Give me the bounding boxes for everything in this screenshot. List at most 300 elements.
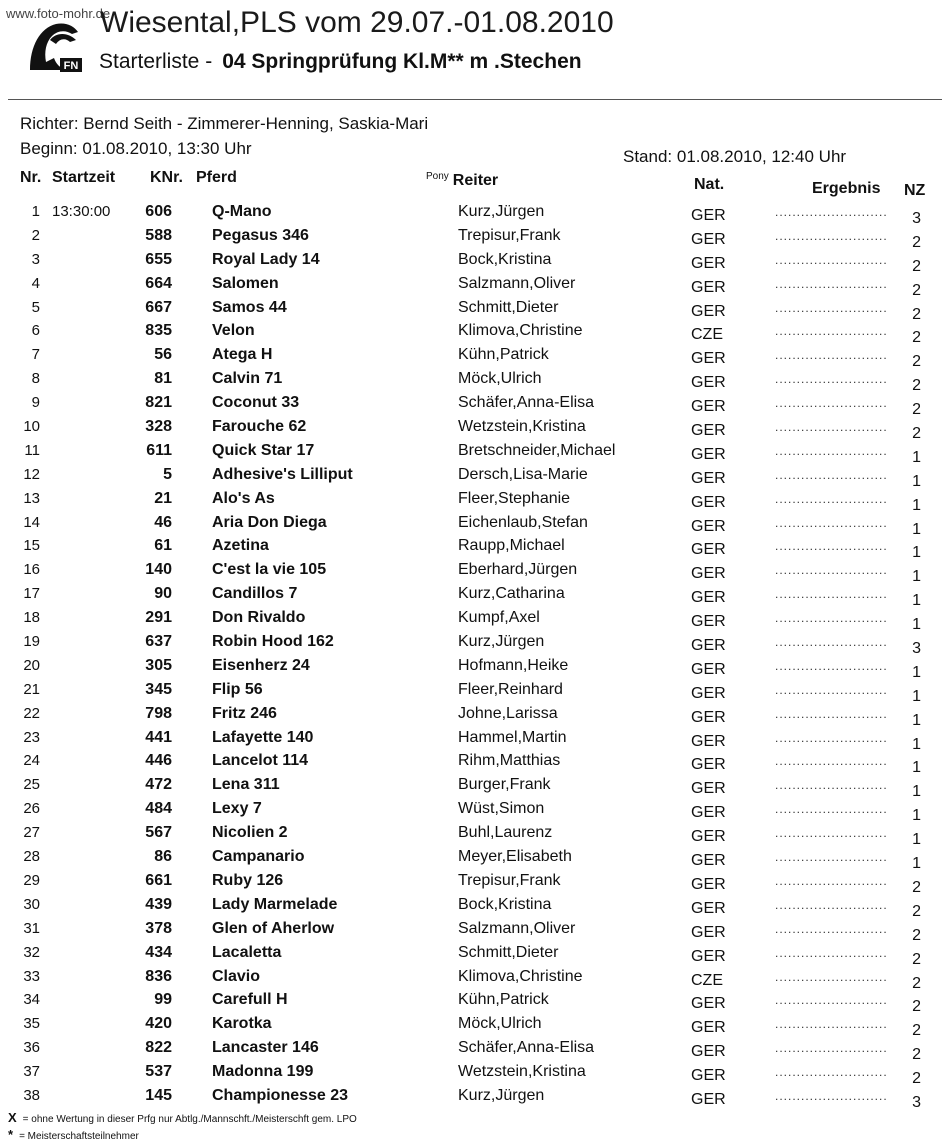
result-dots: .......................... <box>775 324 888 339</box>
nation: GER <box>691 374 726 392</box>
result-dots: .......................... <box>775 587 888 602</box>
result-dots: .......................... <box>775 1065 888 1080</box>
head-number: 291 <box>145 609 172 627</box>
start-number: 37 <box>23 1063 40 1081</box>
rider-name: Burger,Frank <box>458 776 551 794</box>
nz-value: 1 <box>912 472 921 490</box>
nation: GER <box>691 732 726 750</box>
horse-name: Clavio <box>212 967 261 985</box>
nz-value: 2 <box>912 1046 921 1064</box>
nation: GER <box>691 780 726 798</box>
rider-name: Klimova,Christine <box>458 967 583 985</box>
rider-name: Schäfer,Anna-Elisa <box>458 394 595 412</box>
asterisk-icon: * <box>8 1127 14 1142</box>
rider-name: Dersch,Lisa-Marie <box>458 465 588 483</box>
table-row <box>0 681 950 705</box>
rider-name: Kumpf,Axel <box>458 609 540 627</box>
horse-name: Salomen <box>212 274 279 292</box>
rider-name: Kühn,Patrick <box>458 346 549 364</box>
head-number: 484 <box>145 800 172 818</box>
judges-line: Richter: Bernd Seith - Zimmerer-Henning, Saskia-Mari <box>20 114 429 133</box>
table-row <box>0 896 950 920</box>
horse-name: Aria Don Diega <box>212 513 327 531</box>
table-row <box>0 251 950 275</box>
table-row <box>0 872 950 896</box>
nation: GER <box>691 254 726 272</box>
nation: GER <box>691 660 726 678</box>
table-row <box>0 1087 950 1111</box>
nation: CZE <box>691 326 723 344</box>
rider-name: Meyer,Elisabeth <box>458 848 572 866</box>
table-row <box>0 466 950 490</box>
nation: GER <box>691 278 726 296</box>
rider-name: Raupp,Michael <box>458 537 565 555</box>
result-dots: .......................... <box>775 682 888 697</box>
rider-name: Wetzstein,Kristina <box>458 1063 586 1081</box>
nz-value: 1 <box>912 687 921 705</box>
result-dots: .......................... <box>775 515 888 530</box>
horse-name: Madonna 199 <box>212 1063 314 1081</box>
result-dots: .......................... <box>775 372 888 387</box>
horse-name: Candillos 7 <box>212 585 298 603</box>
rider-name: Bretschneider,Michael <box>458 441 616 459</box>
nation: GER <box>691 565 726 583</box>
result-dots: .......................... <box>775 921 888 936</box>
footnote-2 <box>8 1127 139 1142</box>
nation: GER <box>691 637 726 655</box>
rider-name: Bock,Kristina <box>458 895 552 913</box>
nz-value: 2 <box>912 926 921 944</box>
head-number: 446 <box>145 752 172 770</box>
start-number: 20 <box>23 656 40 674</box>
nz-value: 1 <box>912 592 921 610</box>
table-row <box>0 514 950 538</box>
header-nz: NZ <box>904 182 926 199</box>
head-number: 606 <box>145 203 172 220</box>
horse-name: Azetina <box>212 537 269 555</box>
nation: GER <box>691 613 726 631</box>
rider-name: Fleer,Stephanie <box>458 489 571 507</box>
start-number: 17 <box>23 585 40 603</box>
nz-value: 1 <box>912 711 921 729</box>
nation: GER <box>691 804 726 822</box>
result-dots: .......................... <box>775 802 888 817</box>
nation: GER <box>691 541 726 559</box>
start-number: 24 <box>23 752 40 770</box>
head-number: 537 <box>145 1063 172 1081</box>
result-dots: .......................... <box>775 1041 888 1056</box>
result-dots: .......................... <box>775 897 888 912</box>
start-number: 32 <box>23 943 40 961</box>
table-row <box>0 609 950 633</box>
nz-value: 1 <box>912 663 921 681</box>
horse-name: Robin Hood 162 <box>212 633 334 651</box>
start-number: 6 <box>31 322 40 340</box>
nz-value: 2 <box>912 281 921 299</box>
table-row <box>0 275 950 299</box>
footnote-1-text: = ohne Wertung in dieser Prfg nur Abtlg./Mannschft./Meisterschft gem. LPO <box>22 1114 357 1125</box>
page-subtitle <box>99 50 582 74</box>
table-row <box>0 752 950 776</box>
table-row <box>0 633 950 657</box>
result-dots: .......................... <box>775 826 888 841</box>
rider-name: Buhl,Laurenz <box>458 824 553 842</box>
head-number: 378 <box>145 919 172 937</box>
rider-name: Johne,Larissa <box>458 704 558 722</box>
result-dots: .......................... <box>775 969 888 984</box>
horse-name: Campanario <box>212 848 305 866</box>
head-number: 835 <box>145 322 172 340</box>
horse-name: Don Rivaldo <box>212 609 306 627</box>
nz-value: 1 <box>912 448 921 466</box>
head-number: 661 <box>145 871 172 889</box>
rider-name: Möck,Ulrich <box>458 370 542 388</box>
nz-value: 2 <box>912 401 921 419</box>
head-number: 81 <box>154 370 172 388</box>
start-number: 31 <box>23 919 40 937</box>
head-number: 86 <box>154 848 172 866</box>
horse-name: Karotka <box>212 1015 272 1033</box>
horse-name: Ruby 126 <box>212 871 284 889</box>
horse-name: Atega H <box>212 346 273 364</box>
result-dots: .......................... <box>775 993 888 1008</box>
header-horse: Pferd <box>196 169 237 186</box>
start-number: 1 <box>31 203 40 220</box>
header-divider <box>8 99 942 100</box>
rider-name: Salzmann,Oliver <box>458 274 576 292</box>
head-number: 99 <box>154 991 172 1009</box>
start-number: 9 <box>31 394 40 412</box>
horse-name: Calvin 71 <box>212 370 283 388</box>
start-number: 3 <box>31 250 40 268</box>
table-row <box>0 322 950 346</box>
table-row <box>0 657 950 681</box>
start-number: 18 <box>23 609 40 627</box>
nz-value: 2 <box>912 902 921 920</box>
nz-value: 1 <box>912 831 921 849</box>
horse-name: Adhesive's Lilliput <box>212 465 353 483</box>
rider-name: Trepisur,Frank <box>458 226 561 244</box>
nation: GER <box>691 469 726 487</box>
horse-name: Carefull H <box>212 991 288 1009</box>
nation: GER <box>691 923 726 941</box>
rider-name: Klimova,Christine <box>458 322 583 340</box>
nation: GER <box>691 684 726 702</box>
nation: CZE <box>691 971 723 989</box>
table-row <box>0 848 950 872</box>
head-number: 836 <box>145 967 172 985</box>
header-rider: Reiter <box>452 172 499 189</box>
start-number: 38 <box>23 1086 40 1104</box>
result-dots: .......................... <box>775 850 888 865</box>
table-row <box>0 991 950 1015</box>
start-number: 7 <box>31 346 40 364</box>
start-number: 11 <box>24 441 40 459</box>
nz-value: 2 <box>912 1022 921 1040</box>
horse-name: C'est la vie 105 <box>212 561 327 579</box>
watermark: www.foto-mohr.de <box>6 6 111 21</box>
stand-line: Stand: 01.08.2010, 12:40 Uhr <box>623 147 847 166</box>
result-dots: .......................... <box>775 635 888 650</box>
horse-name: Lexy 7 <box>212 800 262 818</box>
result-dots: .......................... <box>775 1088 888 1103</box>
head-number: 637 <box>145 633 172 651</box>
result-dots: .......................... <box>775 539 888 554</box>
table-row <box>0 1039 950 1063</box>
rider-name: Salzmann,Oliver <box>458 919 576 937</box>
horse-name: Nicolien 2 <box>212 824 288 842</box>
start-number: 28 <box>23 848 40 866</box>
table-row <box>0 442 950 466</box>
horse-name: Quick Star 17 <box>212 441 315 459</box>
nation: GER <box>691 875 726 893</box>
head-number: 420 <box>145 1015 172 1033</box>
start-number: 5 <box>31 298 40 316</box>
nation: GER <box>691 756 726 774</box>
rider-name: Kurz,Catharina <box>458 585 565 603</box>
nation: GER <box>691 517 726 535</box>
result-dots: .......................... <box>775 205 888 219</box>
horse-name: Lancaster 146 <box>212 1039 319 1057</box>
rider-name: Kurz,Jürgen <box>458 633 545 651</box>
horse-name: Eisenherz 24 <box>212 656 310 674</box>
horse-name: Lancelot 114 <box>212 752 309 770</box>
head-number: 822 <box>145 1039 172 1057</box>
nz-value: 1 <box>912 759 921 777</box>
nation: GER <box>691 1090 726 1108</box>
cross-icon: X <box>8 1110 17 1125</box>
head-number: 61 <box>154 537 172 555</box>
subtitle-label: Starterliste - <box>99 50 213 73</box>
start-number: 2 <box>31 226 40 244</box>
nation: GER <box>691 995 726 1013</box>
nz-value: 1 <box>912 807 921 825</box>
head-number: 21 <box>154 489 172 507</box>
header-nr: Nr. <box>20 169 42 186</box>
starter-list <box>0 203 950 1111</box>
horse-name: Lady Marmelade <box>212 895 338 913</box>
start-number: 35 <box>23 1015 40 1033</box>
rider-name: Kurz,Jürgen <box>458 1086 545 1104</box>
table-row <box>0 968 950 992</box>
head-number: 611 <box>146 441 172 459</box>
rider-name: Trepisur,Frank <box>458 871 561 889</box>
rider-name: Schäfer,Anna-Elisa <box>458 1039 595 1057</box>
page-title: Wiesental,PLS vom 29.07.-01.08.2010 <box>100 6 614 39</box>
nation: GER <box>691 445 726 463</box>
head-number: 145 <box>145 1086 172 1104</box>
result-dots: .......................... <box>775 730 888 745</box>
table-row <box>0 944 950 968</box>
begin-line: Beginn: 01.08.2010, 13:30 Uhr <box>20 139 252 158</box>
head-number: 655 <box>145 250 172 268</box>
start-number: 15 <box>23 537 40 555</box>
result-dots: .......................... <box>775 611 888 626</box>
table-row <box>0 1015 950 1039</box>
start-number: 36 <box>23 1039 40 1057</box>
nz-value: 1 <box>912 544 921 562</box>
table-row <box>0 705 950 729</box>
table-row <box>0 776 950 800</box>
table-row <box>0 418 950 442</box>
horse-name: Pegasus 346 <box>212 226 309 244</box>
nz-value: 2 <box>912 377 921 395</box>
head-number: 5 <box>163 465 172 483</box>
start-number: 22 <box>23 704 40 722</box>
start-number: 8 <box>31 370 40 388</box>
nz-value: 2 <box>912 425 921 443</box>
nz-value: 1 <box>912 616 921 634</box>
result-dots: .......................... <box>775 491 888 506</box>
horse-name: Samos 44 <box>212 298 287 316</box>
nz-value: 1 <box>912 568 921 586</box>
horse-name: Championesse 23 <box>212 1086 349 1104</box>
nz-value: 2 <box>912 305 921 323</box>
header-time: Startzeit <box>52 169 116 186</box>
table-row <box>0 800 950 824</box>
nation: GER <box>691 1043 726 1061</box>
table-row <box>0 537 950 561</box>
nation: GER <box>691 1019 726 1037</box>
horse-name: Velon <box>212 322 255 340</box>
head-number: 345 <box>145 680 172 698</box>
table-row <box>0 729 950 753</box>
result-dots: .......................... <box>775 706 888 721</box>
nz-value: 2 <box>912 329 921 347</box>
result-dots: .......................... <box>775 396 888 411</box>
nz-value: 2 <box>912 974 921 992</box>
result-dots: .......................... <box>775 276 888 291</box>
nz-value: 2 <box>912 257 921 275</box>
nz-value: 3 <box>912 210 921 227</box>
table-row <box>0 394 950 418</box>
nation: GER <box>691 398 726 416</box>
start-number: 27 <box>23 824 40 842</box>
rider-name: Wüst,Simon <box>458 800 545 818</box>
start-number: 26 <box>23 800 40 818</box>
head-number: 798 <box>145 704 172 722</box>
head-number: 140 <box>145 561 172 579</box>
start-number: 13 <box>23 489 40 507</box>
header-knr: KNr. <box>150 169 183 186</box>
horse-name: Lafayette 140 <box>212 728 314 746</box>
nation: GER <box>691 708 726 726</box>
head-number: 588 <box>145 226 172 244</box>
horse-name: Alo's As <box>212 489 275 507</box>
rider-name: Kühn,Patrick <box>458 991 549 1009</box>
start-number: 16 <box>23 561 40 579</box>
horse-name: Coconut 33 <box>212 394 300 412</box>
nation: GER <box>691 422 726 440</box>
nation: GER <box>691 302 726 320</box>
rider-name: Fleer,Reinhard <box>458 680 563 698</box>
start-number: 25 <box>23 776 40 794</box>
table-row <box>0 561 950 585</box>
start-number: 33 <box>23 967 40 985</box>
nz-value: 2 <box>912 998 921 1016</box>
horse-name: Q-Mano <box>212 203 272 220</box>
footnote-1 <box>8 1110 357 1125</box>
start-number: 30 <box>23 895 40 913</box>
table-row <box>0 227 950 251</box>
nation: GER <box>691 493 726 511</box>
table-row <box>0 490 950 514</box>
nz-value: 2 <box>912 878 921 896</box>
table-row <box>0 203 950 227</box>
header-rider-group <box>426 172 498 190</box>
nation: GER <box>691 207 726 224</box>
horse-name: Flip 56 <box>212 680 263 698</box>
head-number: 328 <box>145 418 172 436</box>
table-row <box>0 585 950 609</box>
table-row <box>0 920 950 944</box>
head-number: 664 <box>145 274 172 292</box>
result-dots: .......................... <box>775 300 888 315</box>
nz-value: 1 <box>912 735 921 753</box>
start-number: 23 <box>23 728 40 746</box>
start-number: 34 <box>23 991 40 1009</box>
head-number: 305 <box>145 656 172 674</box>
start-number: 12 <box>23 465 40 483</box>
nation: GER <box>691 899 726 917</box>
rider-name: Hammel,Martin <box>458 728 567 746</box>
nation: GER <box>691 589 726 607</box>
rider-name: Schmitt,Dieter <box>458 943 559 961</box>
result-dots: .......................... <box>775 1017 888 1032</box>
rider-name: Schmitt,Dieter <box>458 298 559 316</box>
head-number: 56 <box>154 346 172 364</box>
result-dots: .......................... <box>775 228 888 243</box>
horse-jumping-logo-icon <box>26 18 84 74</box>
result-dots: .......................... <box>775 658 888 673</box>
result-dots: .......................... <box>775 443 888 458</box>
result-dots: .......................... <box>775 348 888 363</box>
start-number: 21 <box>23 680 40 698</box>
nation: GER <box>691 1067 726 1085</box>
result-dots: .......................... <box>775 420 888 435</box>
start-number: 14 <box>23 513 40 531</box>
nz-value: 1 <box>912 520 921 538</box>
result-dots: .......................... <box>775 252 888 267</box>
result-dots: .......................... <box>775 754 888 769</box>
nz-value: 3 <box>912 640 921 658</box>
horse-name: Glen of Aherlow <box>212 919 335 937</box>
table-row <box>0 370 950 394</box>
head-number: 46 <box>154 513 172 531</box>
nz-value: 1 <box>912 783 921 801</box>
table-row <box>0 1063 950 1087</box>
header-result: Ergebnis <box>812 180 881 197</box>
rider-name: Eichenlaub,Stefan <box>458 513 588 531</box>
logo-text: FN <box>63 60 79 72</box>
rider-name: Wetzstein,Kristina <box>458 418 586 436</box>
nz-value: 2 <box>912 1070 921 1088</box>
head-number: 441 <box>145 728 172 746</box>
nz-value: 2 <box>912 950 921 968</box>
table-row <box>0 299 950 323</box>
result-dots: .......................... <box>775 873 888 888</box>
result-dots: .......................... <box>775 467 888 482</box>
horse-name: Farouche 62 <box>212 418 307 436</box>
head-number: 90 <box>154 585 172 603</box>
rider-name: Eberhard,Jürgen <box>458 561 578 579</box>
nation: GER <box>691 852 726 870</box>
horse-name: Lena 311 <box>212 776 280 794</box>
nz-value: 1 <box>912 496 921 514</box>
nz-value: 3 <box>912 1093 921 1111</box>
table-row <box>0 346 950 370</box>
result-dots: .......................... <box>775 563 888 578</box>
